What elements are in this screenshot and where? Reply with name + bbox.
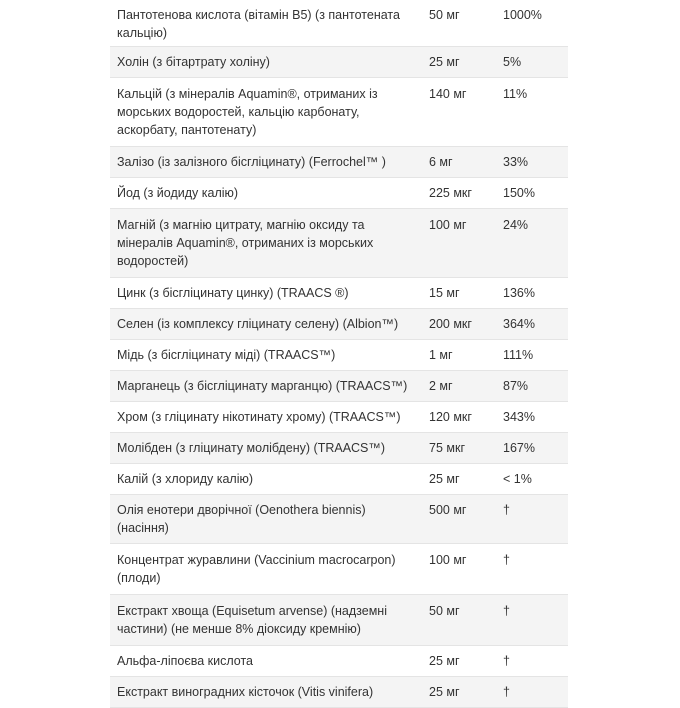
table-row (110, 595, 568, 646)
nutrient-amount: 100 мг (422, 544, 496, 595)
nutrient-amount: 15 мг (422, 278, 496, 309)
nutrient-daily-value: 5% (496, 47, 568, 78)
nutrient-name: Олія енотери дворічної (Oenothera biennis) (насіння) (110, 495, 422, 544)
table-row (110, 646, 568, 677)
nutrient-name: Альфа-ліпоєва кислота (110, 646, 422, 677)
nutrient-name: Марганець (з бісгліцинату марганцю) (TRAACS™) (110, 371, 422, 402)
nutrient-daily-value: 1000% (496, 0, 568, 47)
nutrient-amount: 1 мг (422, 340, 496, 371)
nutrient-name: Кальцій (з мінералів Aquamin®, отриманих із морських водоростей, кальцію карбонату, аскорбату, пантотенату) (110, 78, 422, 147)
nutrient-name: Екстракт виноградних кісточок (Vitis vinifera) (110, 677, 422, 708)
table-row (110, 309, 568, 340)
nutrient-name: Мідь (з бісгліцинату міді) (TRAACS™) (110, 340, 422, 371)
nutrient-daily-value: 136% (496, 278, 568, 309)
nutrient-name: Цинк (з бісгліцинату цинку) (TRAACS ®) (110, 278, 422, 309)
table-row (110, 371, 568, 402)
nutrient-name: Залізо (із залізного бісгліцинату) (Ferrochel™ ) (110, 147, 422, 178)
nutrient-amount: 50 мг (422, 595, 496, 646)
nutrient-name: Екстракт хвоща (Equisetum arvense) (надземні частини) (не менше 8% діоксиду кремнію) (110, 595, 422, 646)
nutrient-name: Калій (з хлориду калію) (110, 464, 422, 495)
table-row (110, 47, 568, 78)
nutrient-name: Йод (з йодиду калію) (110, 178, 422, 209)
nutrient-daily-value: † (496, 544, 568, 595)
nutrient-daily-value: 150% (496, 178, 568, 209)
nutrient-amount: 25 мг (422, 464, 496, 495)
nutrient-name: Холін (з бітартрату холіну) (110, 47, 422, 78)
nutrient-name: Пантотенова кислота (вітамін B5) (з пантотената кальцію) (110, 0, 422, 47)
nutrient-daily-value: † (496, 595, 568, 646)
nutrient-amount: 100 мг (422, 209, 496, 278)
nutrient-daily-value: < 1% (496, 464, 568, 495)
nutrient-daily-value: 111% (496, 340, 568, 371)
table-row (110, 464, 568, 495)
nutrient-daily-value: 11% (496, 78, 568, 147)
supplement-facts-table (110, 0, 568, 708)
table-row (110, 147, 568, 178)
table-row (110, 209, 568, 278)
nutrient-name: Селен (із комплексу гліцинату селену) (Albion™) (110, 309, 422, 340)
nutrient-name: Хром (з гліцинату нікотинату хрому) (TRAACS™) (110, 402, 422, 433)
table-row (110, 544, 568, 595)
nutrient-amount: 25 мг (422, 47, 496, 78)
nutrient-name: Молібден (з гліцинату молібдену) (TRAACS™) (110, 433, 422, 464)
nutrient-amount: 25 мг (422, 677, 496, 708)
nutrient-amount: 500 мг (422, 495, 496, 544)
nutrient-amount: 6 мг (422, 147, 496, 178)
nutrient-amount: 75 мкг (422, 433, 496, 464)
nutrient-name: Магній (з магнію цитрату, магнію оксиду та мінералів Aquamin®, отриманих із морських водоростей) (110, 209, 422, 278)
nutrient-daily-value: 33% (496, 147, 568, 178)
table-row (110, 340, 568, 371)
nutrient-name: Концентрат журавлини (Vaccinium macrocarpon) (плоди) (110, 544, 422, 595)
table-row (110, 433, 568, 464)
table-row (110, 402, 568, 433)
nutrient-daily-value: 364% (496, 309, 568, 340)
nutrient-amount: 140 мг (422, 78, 496, 147)
nutrient-amount: 200 мкг (422, 309, 496, 340)
table-row (110, 78, 568, 147)
nutrient-daily-value: 87% (496, 371, 568, 402)
table-row (110, 178, 568, 209)
table-row (110, 495, 568, 544)
nutrient-daily-value: 24% (496, 209, 568, 278)
nutrient-amount: 225 мкг (422, 178, 496, 209)
nutrient-daily-value: 343% (496, 402, 568, 433)
table-row (110, 677, 568, 708)
nutrient-daily-value: † (496, 646, 568, 677)
nutrient-amount: 25 мг (422, 646, 496, 677)
nutrient-daily-value: 167% (496, 433, 568, 464)
nutrient-amount: 50 мг (422, 0, 496, 47)
table-row (110, 278, 568, 309)
nutrient-daily-value: † (496, 495, 568, 544)
nutrient-amount: 2 мг (422, 371, 496, 402)
nutrient-amount: 120 мкг (422, 402, 496, 433)
nutrient-daily-value: † (496, 677, 568, 708)
table-row (110, 0, 568, 47)
